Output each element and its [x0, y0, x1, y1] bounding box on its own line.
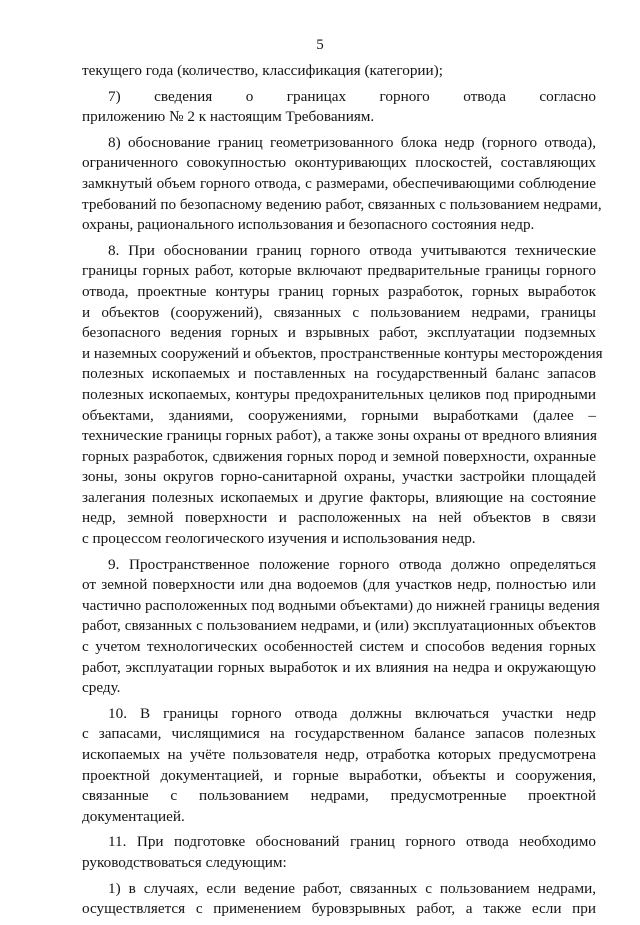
paragraph-section-11: [82, 832, 596, 873]
text-line: охраны, рационального использования и безопасного состояния недр.: [82, 216, 535, 234]
text-line: связанные с пользованием недрами, предусмотренные проектной: [82, 787, 596, 805]
text-line: документацией.: [82, 807, 185, 825]
paragraph-item-8: [82, 133, 602, 236]
text-line: замкнутый объем горного отвода, с размерами, обеспечивающими соблюдение: [82, 174, 596, 192]
document-body: [82, 61, 603, 925]
text-line: технические границы горных работ), а также зоны охраны от вредного влияния: [82, 427, 597, 445]
text-line: горных разработок, сдвижения горных пород и земной поверхности, охранные: [82, 447, 596, 465]
page-number: 5: [316, 37, 324, 53]
paragraph-section-8: [82, 241, 603, 550]
text-line: с учетом технологических особенностей систем и способов ведения горных: [82, 638, 596, 656]
text-line: и наземных сооружений и объектов, пространственные контуры месторождения: [82, 344, 603, 362]
text-line: проектной документацией, и горные выработки, объекты и сооружения,: [82, 766, 596, 784]
text-line: 8) обоснование границ геометризованного блока недр (горного отвода),: [108, 133, 596, 151]
paragraph-section-9: [82, 555, 600, 699]
text-line: частично расположенных под водными объектами) до нижней границы ведения: [82, 596, 600, 614]
text-line: зоны, зоны округов горно-санитарной охраны, участки застройки площадей: [82, 468, 596, 486]
text-line: среду.: [82, 679, 121, 697]
text-line: и объектов (сооружений), связанных с пользованием недрами, границы: [82, 303, 596, 321]
text-line: объектами, зданиями, сооружениями, горными выработками (далее –: [82, 406, 596, 424]
text-line: безопасного ведения горных и взрывных работ, эксплуатации подземных: [82, 324, 596, 342]
text-line: отвода, проектные контуры границ горных разработок, горных выработок: [82, 282, 596, 300]
paragraph-item-7: [82, 87, 596, 128]
text-line: работ, эксплуатации горных выработок и их влияния на недра и окружающую: [82, 658, 596, 676]
text-line: залегания полезных ископаемых и другие факторы, влияющие на состояние: [82, 488, 596, 506]
text-line: 11. При подготовке обоснований границ горного отвода необходимо: [108, 833, 596, 851]
text-line: текущего года (количество, классификация (категории);: [82, 62, 443, 79]
text-line: осуществляется с применением буровзрывных работ, а также если при: [82, 900, 596, 918]
text-line: требований по безопасному ведению работ, связанных с пользованием недрами,: [82, 195, 602, 213]
paragraph-cont: [82, 61, 596, 82]
text-line: 10. В границы горного отвода должны включаться участки недр: [108, 704, 596, 722]
text-line: 7) сведения о границах горного отвода согласно: [108, 87, 596, 105]
text-line: от земной поверхности или дна водоемов (для участков недр, полностью или: [82, 576, 596, 594]
paragraph-section-10: [82, 704, 596, 828]
text-line: 8. При обосновании границ горного отвода учитываются технические: [108, 241, 596, 259]
text-line: с запасами, числящимися на государственном балансе запасов полезных: [82, 725, 596, 743]
text-line: с процессом геологического изучения и использования недр.: [82, 530, 476, 548]
text-line: работ, связанных с пользованием недрами, и (или) эксплуатационных объектов: [82, 617, 596, 635]
text-line: 1) в случаях, если ведение работ, связанных с пользованием недрами,: [108, 879, 596, 897]
text-line: руководствоваться следующим:: [82, 853, 287, 871]
text-line: полезных ископаемых, контуры предохранительных целиков под природными: [82, 385, 596, 403]
text-line: ископаемых на учёте пользователя недр, отработка которых предусмотрена: [82, 746, 596, 763]
text-line: полезных ископаемых и поставленных на государственный баланс запасов: [82, 365, 596, 383]
text-line: ограниченного совокупностью оконтуривающих плоскостей, составляющих: [82, 154, 596, 172]
text-line: недр, земной поверхности и расположенных на ней объектов в связи: [82, 509, 596, 527]
paragraph-section-11-item-1: [82, 879, 596, 920]
text-line: границы горных работ, которые включают предварительные границы горного: [82, 262, 596, 280]
text-line: 9. Пространственное положение горного отвода должно определяться: [108, 555, 596, 573]
text-line: приложению № 2 к настоящим Требованиям.: [82, 108, 375, 126]
